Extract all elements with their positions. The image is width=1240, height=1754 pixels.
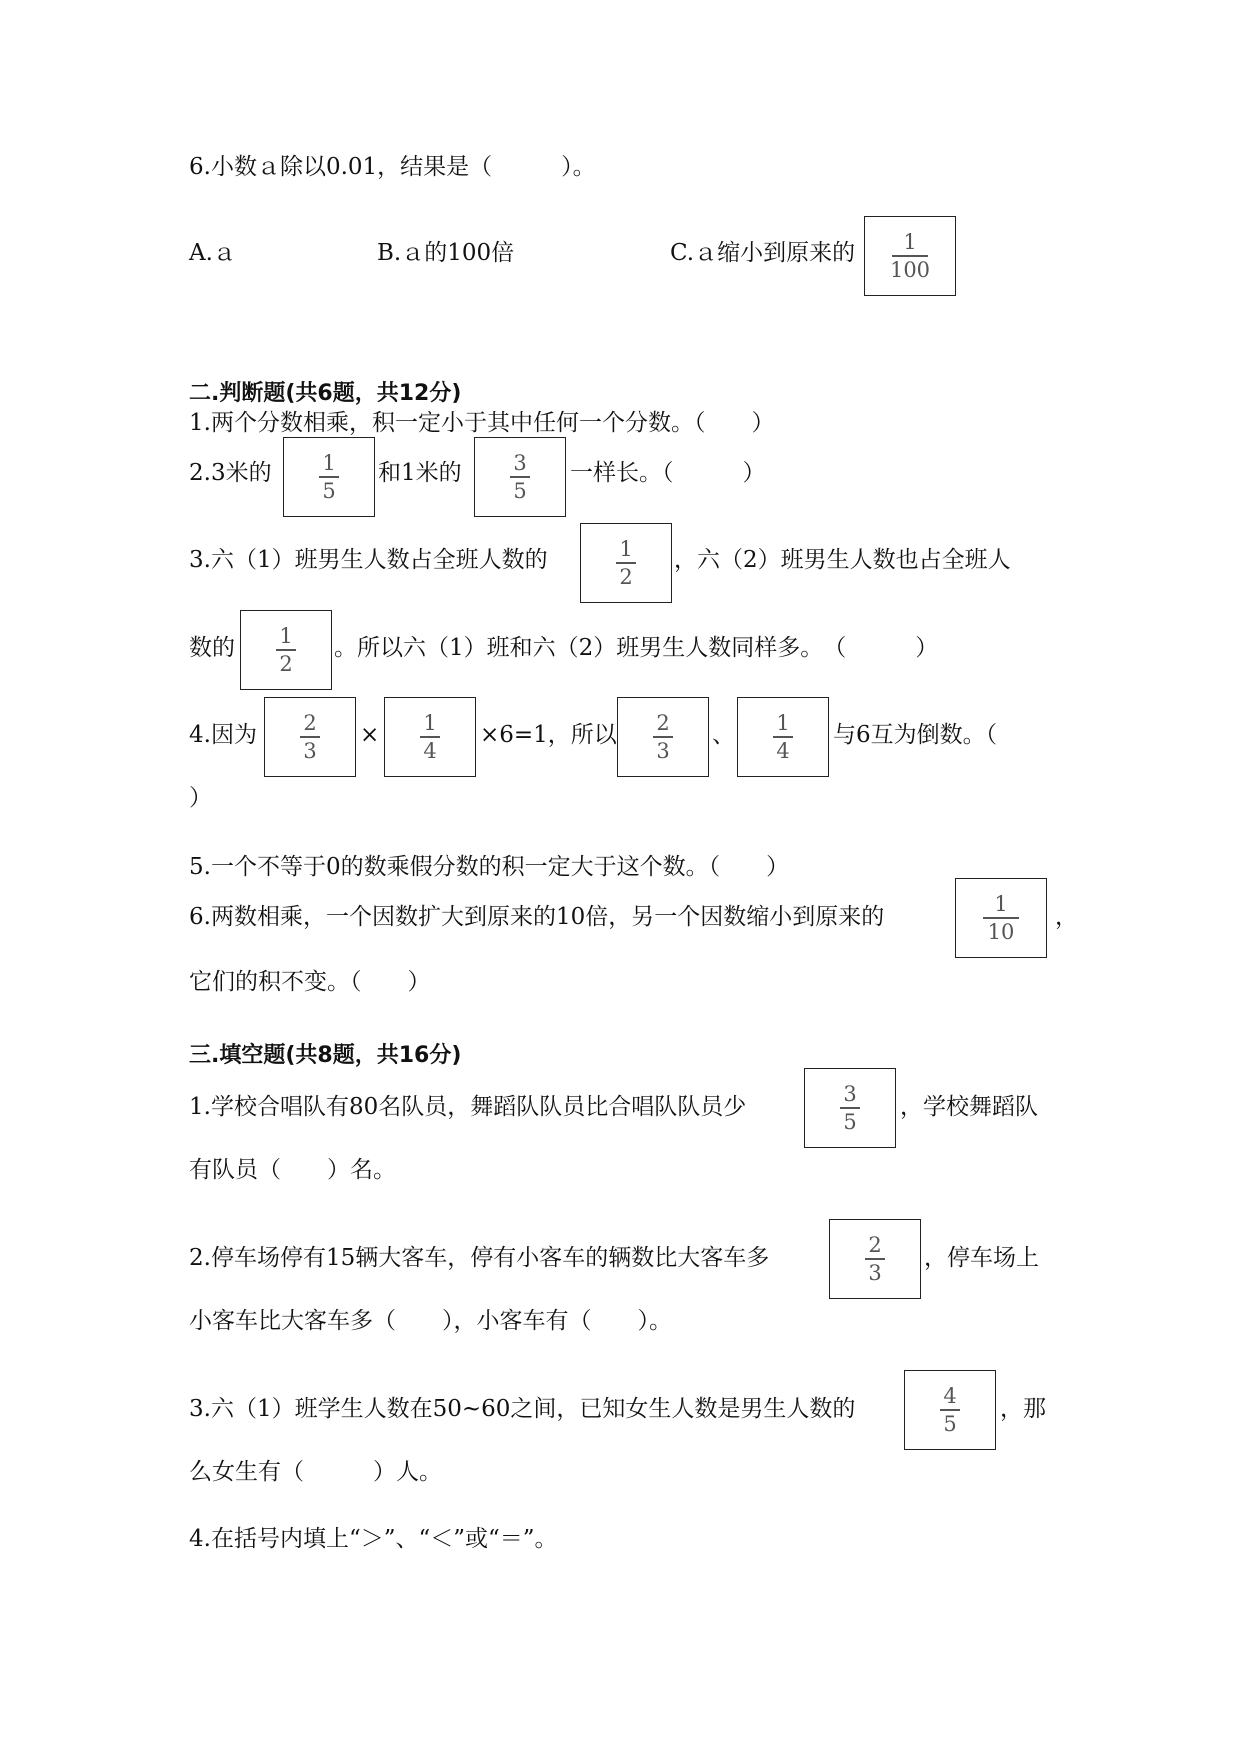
fraction-bar <box>983 917 1019 919</box>
fraction-denominator: 5 <box>843 1109 857 1134</box>
fraction-bar <box>653 736 673 738</box>
fraction-numerator: 1 <box>903 230 917 255</box>
fraction-denominator: 4 <box>776 738 790 763</box>
fraction-numerator: 3 <box>843 1082 857 1107</box>
fraction-denominator: 4 <box>423 738 437 763</box>
s3-question-4: 4.在括号内填上“＞”、“＜”或“＝”。 <box>189 1526 558 1552</box>
fraction-bar <box>892 255 928 257</box>
s2-question-2-part-a: 2.3米的 <box>189 460 272 486</box>
fraction-box <box>955 878 1047 958</box>
fraction-box <box>580 523 672 603</box>
s3-question-2-part-b: ，停车场上 <box>924 1245 1039 1271</box>
s3-question-3-part-c: 么女生有（ ）人。 <box>189 1459 442 1485</box>
fraction-box <box>904 1370 996 1450</box>
section-3-title: 三.填空题(共8题，共16分) <box>189 1043 462 1068</box>
fraction-denominator: 5 <box>513 478 527 503</box>
fraction-bar <box>840 1107 860 1109</box>
fraction-numerator: 1 <box>279 624 293 649</box>
fraction-numerator: 2 <box>656 711 670 736</box>
fraction-numerator: 2 <box>303 711 317 736</box>
fraction-box <box>804 1068 896 1148</box>
fraction-box <box>864 216 956 296</box>
s2-question-4-part-e: ） <box>189 785 212 811</box>
fraction-bar <box>420 736 440 738</box>
fraction-numerator: 3 <box>513 451 527 476</box>
section-2-title: 二.判断题(共6题，共12分) <box>189 381 462 406</box>
option-b: B.ａ的100倍 <box>377 240 515 266</box>
fraction-box <box>384 697 476 777</box>
fraction-denominator: 2 <box>279 651 293 676</box>
s2-question-4-part-d: 与6互为倒数。（ <box>833 722 998 748</box>
fraction-denominator: 3 <box>656 738 670 763</box>
s2-question-4-part-b: ×6=1，所以 <box>480 722 617 748</box>
s2-question-3-part-a: 3.六（1）班男生人数占全班人数的 <box>189 547 548 573</box>
fraction-box <box>617 697 709 777</box>
s2-question-3-part-c: 数的 <box>189 635 235 661</box>
s2-question-4-part-a: 4.因为 <box>189 722 257 748</box>
fraction-denominator: 2 <box>619 564 633 589</box>
fraction-numerator: 1 <box>619 537 633 562</box>
question-6-text: 6.小数ａ除以0.01，结果是（ ）。 <box>189 154 596 180</box>
fraction-bar <box>510 476 530 478</box>
fraction-box <box>283 437 375 517</box>
fraction-box <box>264 697 356 777</box>
fraction-bar <box>865 1258 885 1260</box>
fraction-numerator: 1 <box>776 711 790 736</box>
s2-question-3-part-b: ，六（2）班男生人数也占全班人 <box>674 547 1011 573</box>
times-sign: × <box>360 722 380 748</box>
fraction-denominator: 3 <box>868 1260 882 1285</box>
fraction-box <box>829 1219 921 1299</box>
s3-question-1-part-b: ，学校舞蹈队 <box>900 1094 1038 1120</box>
s3-question-1-part-c: 有队员（ ）名。 <box>189 1157 396 1183</box>
s2-question-5: 5.一个不等于0的数乘假分数的积一定大于这个数。（ ） <box>189 854 790 880</box>
s2-question-3-part-d: 。所以六（1）班和六（2）班男生人数同样多。 （ ） <box>334 635 939 661</box>
fraction-numerator: 1 <box>322 451 336 476</box>
fraction-bar <box>300 736 320 738</box>
s3-question-3-part-b: ，那 <box>1000 1396 1046 1422</box>
fraction-bar <box>276 649 296 651</box>
s3-question-2-part-a: 2.停车场停有15辆大客车，停有小客车的辆数比大客车多 <box>189 1245 770 1271</box>
fraction-denominator: 10 <box>987 919 1015 944</box>
s2-question-2-part-c: 一样长。（ ） <box>570 460 766 486</box>
option-c: C.ａ缩小到原来的 <box>670 240 856 266</box>
fraction-box <box>240 610 332 690</box>
option-a: A.ａ <box>189 240 236 266</box>
fraction-bar <box>616 562 636 564</box>
fraction-box <box>737 697 829 777</box>
s2-question-1: 1.两个分数相乘，积一定小于其中任何一个分数。（ ） <box>189 410 775 436</box>
s2-question-6-part-a: 6.两数相乘，一个因数扩大到原来的10倍，另一个因数缩小到原来的 <box>189 904 885 930</box>
fraction-bar <box>940 1409 960 1411</box>
fraction-bar <box>319 476 339 478</box>
fraction-denominator: 3 <box>303 738 317 763</box>
fraction-bar <box>773 736 793 738</box>
fraction-numerator: 2 <box>868 1233 882 1258</box>
s3-question-1-part-a: 1.学校合唱队有80名队员，舞蹈队队员比合唱队队员少 <box>189 1094 747 1120</box>
fraction-box <box>474 437 566 517</box>
fraction-denominator: 5 <box>322 478 336 503</box>
fraction-numerator: 1 <box>994 892 1008 917</box>
fraction-numerator: 4 <box>943 1384 957 1409</box>
s2-question-6-part-b: ， <box>1055 904 1078 930</box>
s3-question-3-part-a: 3.六（1）班学生人数在50~60之间，已知女生人数是男生人数的 <box>189 1396 856 1422</box>
fraction-denominator: 5 <box>943 1411 957 1436</box>
s2-question-6-part-c: 它们的积不变。（ ） <box>189 969 431 995</box>
fraction-denominator: 100 <box>889 257 931 282</box>
s2-question-4-part-c: 、 <box>712 722 735 748</box>
s2-question-2-part-b: 和1米的 <box>378 460 462 486</box>
s3-question-2-part-c: 小客车比大客车多（ ），小客车有（ ）。 <box>189 1308 672 1334</box>
fraction-numerator: 1 <box>423 711 437 736</box>
